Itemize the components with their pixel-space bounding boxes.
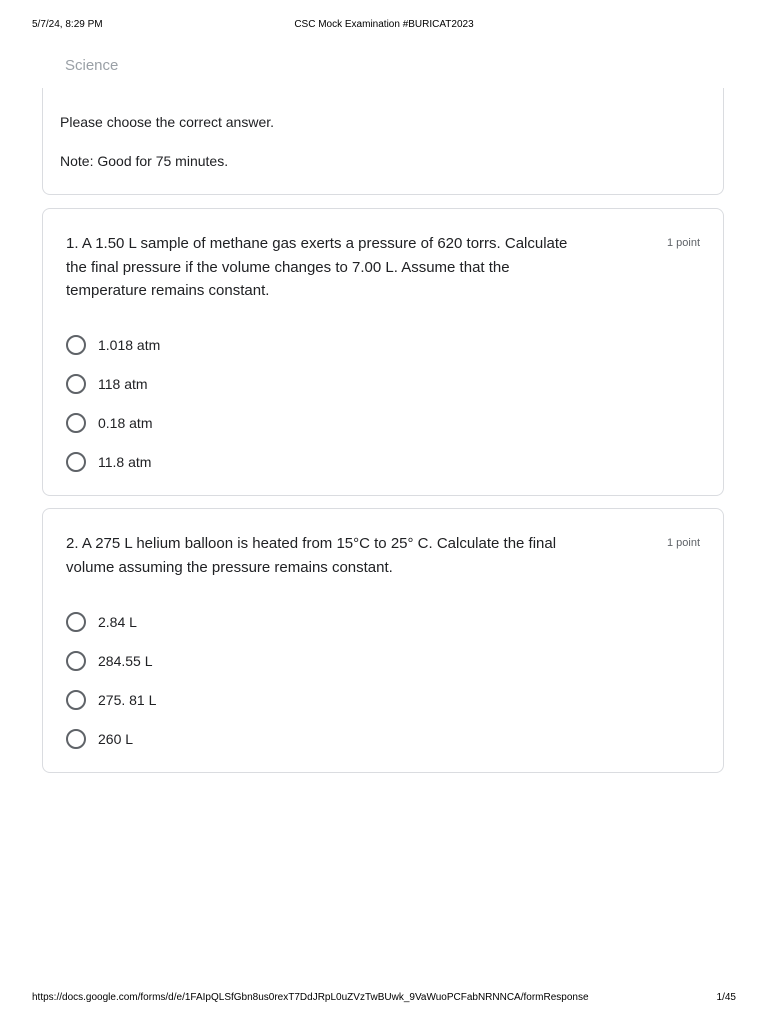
option-item[interactable]	[66, 403, 160, 442]
question-points: 1 point	[666, 537, 700, 549]
print-footer	[32, 992, 736, 1006]
question-text: 1. A 1.50 L sample of methane gas exerts a pressure of 620 torrs. Calculate the final pressure if the volume changes to 7.00 L. Assume that the temperature remains constant.	[66, 235, 568, 299]
radio-button[interactable]	[66, 690, 86, 710]
option-item[interactable]	[66, 602, 156, 641]
radio-button[interactable]	[66, 729, 86, 749]
section-title: Science	[65, 57, 119, 74]
option-label: 275. 81 L	[98, 691, 157, 708]
option-label: 1.018 atm	[98, 336, 161, 353]
option-item[interactable]	[66, 680, 156, 719]
option-item[interactable]	[66, 442, 160, 481]
option-label: 118 atm	[98, 375, 148, 392]
radio-button[interactable]	[66, 612, 86, 632]
options-group	[66, 602, 156, 758]
print-header	[32, 19, 736, 33]
page-url: https://docs.google.com/forms/d/e/1FAIpQLSfGbn8us0rexT7DdJRpL0uZVzTwBUwk_9VaWuoPCFabNRNNCA/formResponse	[32, 992, 589, 1003]
option-item[interactable]	[66, 364, 160, 403]
radio-button[interactable]	[66, 413, 86, 433]
option-label: 11.8 atm	[98, 453, 152, 470]
option-label: 260 L	[98, 730, 134, 747]
option-item[interactable]	[66, 641, 156, 680]
instructions-text: Please choose the correct answer.	[60, 114, 275, 130]
radio-button[interactable]	[66, 651, 86, 671]
option-label: 2.84 L	[98, 613, 137, 630]
question-points: 1 point	[666, 237, 700, 249]
print-title: CSC Mock Examination #BURICAT2023	[294, 19, 474, 30]
options-group	[66, 325, 160, 481]
question-card-2	[42, 508, 724, 773]
page-number: 1/45	[716, 992, 736, 1003]
radio-button[interactable]	[66, 452, 86, 472]
radio-button[interactable]	[66, 374, 86, 394]
option-label: 0.18 atm	[98, 414, 153, 431]
intro-card	[42, 88, 724, 195]
option-item[interactable]	[66, 325, 160, 364]
radio-button[interactable]	[66, 335, 86, 355]
question-text: 2. A 275 L helium balloon is heated from 15°C to 25° C. Calculate the final volume assuming the pressure remains constant.	[66, 535, 557, 576]
option-item[interactable]	[66, 719, 156, 758]
print-date: 5/7/24, 8:29 PM	[32, 19, 103, 30]
option-label: 284.55 L	[98, 652, 153, 669]
time-note: Note: Good for 75 minutes.	[60, 153, 229, 169]
question-card-1	[42, 208, 724, 496]
